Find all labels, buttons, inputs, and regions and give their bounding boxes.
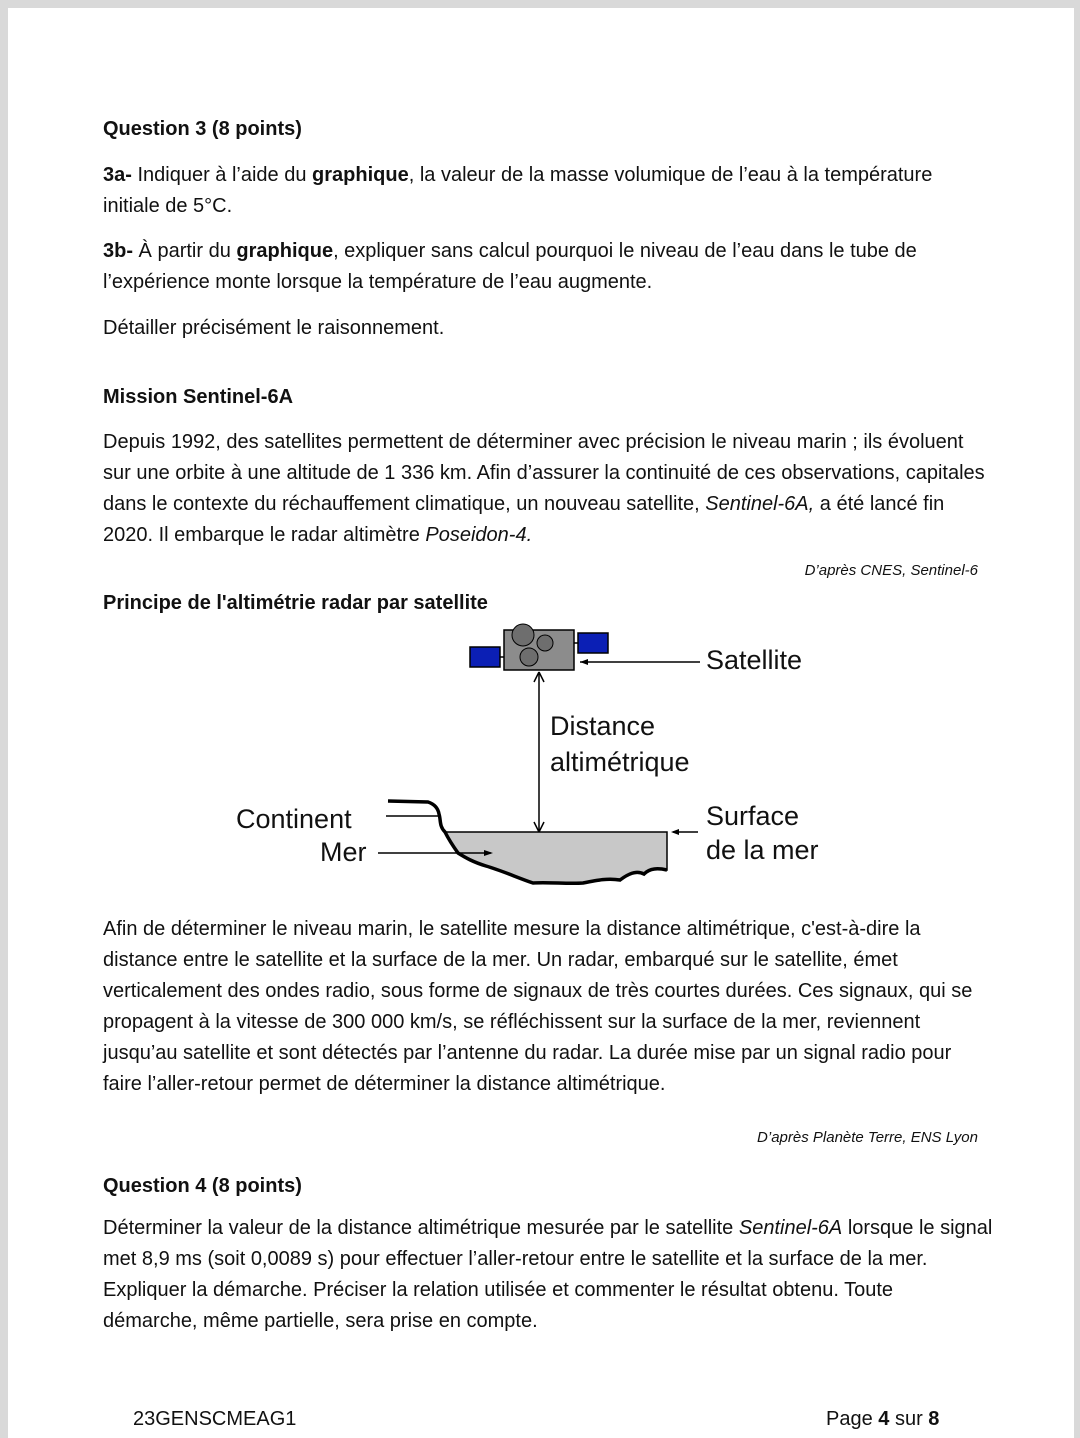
continent-label: Continent xyxy=(236,804,352,834)
sea-shape xyxy=(445,832,667,883)
question-3b-label: 3b- xyxy=(103,240,133,262)
question-4-text xyxy=(103,1213,993,1337)
distance-label-2: altimétrique xyxy=(550,747,690,777)
mission-radar-name: Poseidon-4. xyxy=(425,524,533,546)
exam-page xyxy=(8,8,1074,1438)
satellite-label: Satellite xyxy=(706,645,803,675)
mer-label: Mer xyxy=(320,837,367,867)
mission-source: D’après CNES, Sentinel-6 xyxy=(804,562,978,579)
question-4-satellite: Sentinel-6A xyxy=(738,1217,843,1239)
question-3-detail: Détailler précisément le raisonnement. xyxy=(103,317,445,339)
question-3a-text-1: Indiquer à l’aide du xyxy=(131,164,313,186)
mission-title: Mission Sentinel-6A xyxy=(103,386,294,408)
question-3a-label: 3a- xyxy=(103,164,132,186)
footer-page-mid: sur xyxy=(889,1408,929,1430)
mission-text-1: Depuis 1992, des satellites permettent de déterminer avec précision le niveau marin ; ils évoluent sur une orbite à une altitude de 1 336 km. Afin d’assurer la continuité de ces observations, capitales dans le contexte du réchauffement climatique, un nouveau satellite, xyxy=(103,431,985,515)
question-3a-text-2: , la valeur de la masse volumique de l’eau à la température initiale de 5°C. xyxy=(103,164,933,217)
distance-label-1: Distance xyxy=(550,711,656,741)
footer-page-prefix: Page xyxy=(826,1408,879,1430)
footer-code: 23GENSCMEAG1 xyxy=(133,1408,297,1430)
footer-page-number xyxy=(826,1408,939,1431)
footer-page-total: 8 xyxy=(928,1408,940,1430)
explanation-source: D’après Planète Terre, ENS Lyon xyxy=(757,1129,978,1146)
question-3b-text-1: À partir du xyxy=(133,240,237,262)
question-3-title: Question 3 (8 points) xyxy=(103,118,302,140)
surface-label-2: de la mer xyxy=(706,835,819,865)
explanation-paragraph: Afin de déterminer le niveau marin, le satellite mesure la distance altimétrique, c'est-à-dire la distance entre le satellite et la surface de la mer. Un radar, embarqué sur le satellite, émet verticalement des ondes radio, sous forme de signaux de très courtes durées. Ces signaux, qui se propagent à la vitesse de 300 000 km/s, se réfléchissent sur la surface de la mer, reviennent jusqu’au satellite et sont détectés par l’antenne du radar. La durée mise par un signal radio pour faire l’aller-retour permet de déterminer la distance altimétrique. xyxy=(103,918,973,1095)
distance-arrow xyxy=(534,672,544,832)
principe-title: Principe de l'altimétrie radar par satellite xyxy=(103,592,488,614)
question-4-text-1: Déterminer la valeur de la distance altimétrique mesurée par le satellite xyxy=(103,1217,739,1239)
mission-text-2: a été lancé fin 2020. Il embarque le radar altimètre xyxy=(103,493,945,546)
question-4-text-2: lorsque le signal met 8,9 ms (soit 0,0089 s) pour effectuer l’aller-retour entre le satellite et la surface de la mer. Expliquer la démarche. Préciser la relation utilisée et commenter le résultat obtenu. Toute démarche, même partielle, sera prise en compte. xyxy=(103,1217,993,1332)
altimetry-diagram xyxy=(8,8,1074,908)
question-4-title: Question 4 (8 points) xyxy=(103,1175,302,1197)
question-3a-bold: graphique xyxy=(312,164,409,186)
question-3b-text-2: , expliquer sans calcul pourquoi le niveau de l’eau dans le tube de l’expérience monte lorsque la température de l’eau augmente. xyxy=(103,240,917,293)
surface-label-1: Surface xyxy=(706,801,800,831)
mission-satellite-name: Sentinel-6A, xyxy=(705,493,815,515)
footer-page-num: 4 xyxy=(878,1408,890,1430)
question-3b-bold: graphique xyxy=(236,240,334,262)
